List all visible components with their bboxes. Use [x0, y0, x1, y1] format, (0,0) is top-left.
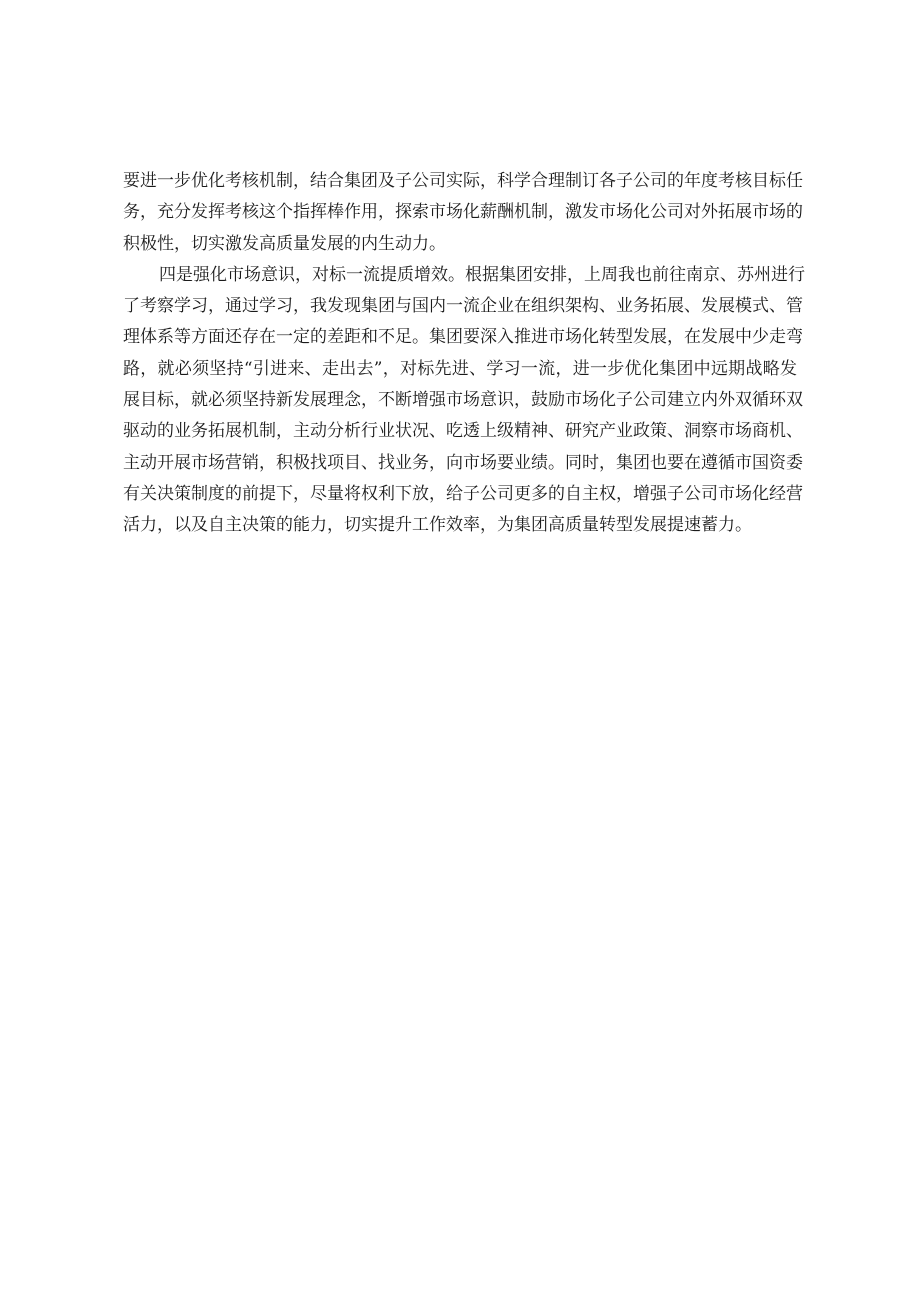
paragraph-2-line-6: 驱动的业务拓展机制，主动分析行业状况、吃透上级精神、研究产业政策、洞察市场商机、 — [123, 421, 803, 442]
paragraph-2-line-4: 路，就必须坚持“引进来、走出去”，对标先进、学习一流，进一步优化集团中远期战略发 — [123, 358, 797, 379]
paragraph-1-line-3: 积极性，切实激发高质量发展的内生动力。 — [123, 233, 446, 254]
document-body — [123, 166, 805, 542]
paragraph-1-line-2: 务，充分发挥考核这个指挥棒作用，探索市场化薪酬机制，激发市场化公司对外拓展市场的 — [123, 202, 803, 223]
paragraph-2 — [123, 260, 805, 542]
paragraph-2-line-1: 四是强化市场意识，对标一流提质增效。根据集团安排，上周我也前往南京、苏州进行 — [159, 264, 805, 285]
paragraph-2-line-7: 主动开展市场营销，积极找项目、找业务，向市场要业绩。同时，集团也要在遵循市国资委 — [123, 452, 803, 473]
paragraph-2-line-8: 有关决策制度的前提下，尽量将权利下放，给子公司更多的自主权，增强子公司市场化经营 — [123, 483, 803, 504]
paragraph-2-line-3: 理体系等方面还存在一定的差距和不足。集团要深入推进市场化转型发展，在发展中少走弯 — [123, 327, 803, 348]
paragraph-1 — [123, 166, 803, 260]
paragraph-2-line-5: 展目标，就必须坚持新发展理念，不断增强市场意识，鼓励市场化子公司建立内外双循环双 — [123, 390, 803, 411]
paragraph-1-line-1: 要进一步优化考核机制，结合集团及子公司实际，科学合理制订各子公司的年度考核目标任 — [123, 171, 803, 191]
paragraph-2-line-9: 活力，以及自主决策的能力，切实提升工作效率，为集团高质量转型发展提速蓄力。 — [123, 515, 752, 536]
paragraph-2-line-2: 了考察学习，通过学习，我发现集团与国内一流企业在组织架构、业务拓展、发展模式、管 — [123, 296, 803, 317]
